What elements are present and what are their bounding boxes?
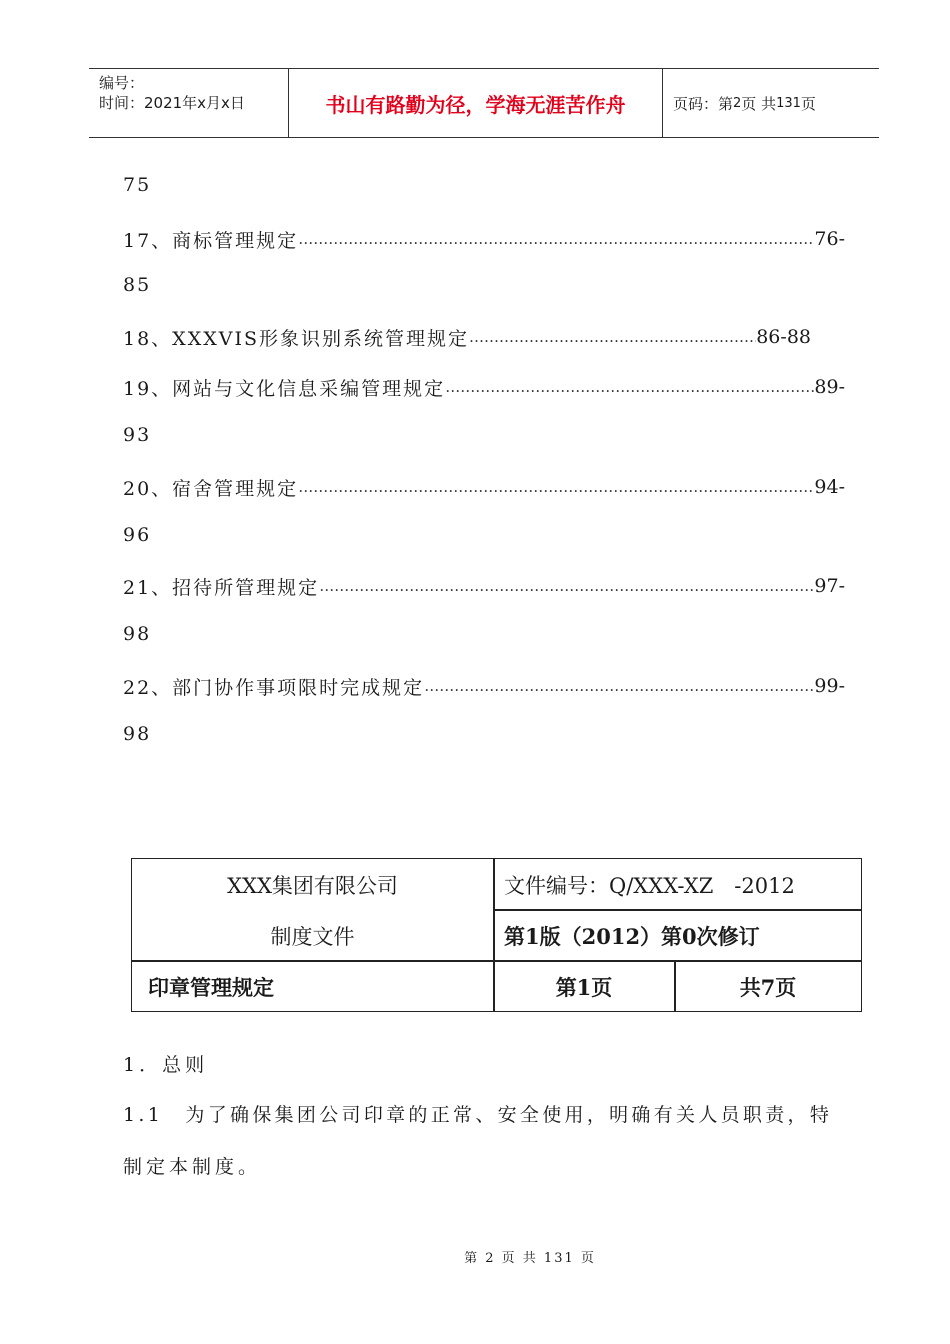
section-heading: 1．总则 xyxy=(123,1054,209,1076)
total-pages-cell: 共7页 xyxy=(739,974,797,1000)
toc-entry-pages: 97- xyxy=(814,575,845,597)
toc-leader xyxy=(445,378,814,396)
page-prefix: 页码：第 xyxy=(673,94,734,113)
toc-entry-pages: 76- xyxy=(814,228,845,250)
version-info: 第1版（2012）第0次修订 xyxy=(504,924,760,949)
toc-entry-pages: 89- xyxy=(814,376,845,398)
company-name: XXX集团有限公司 xyxy=(227,874,398,898)
page-number: 2 xyxy=(733,95,742,111)
page-cell: 第1页 xyxy=(555,974,613,1000)
toc-entry[interactable] xyxy=(123,322,811,352)
toc-entry-cont: 93 xyxy=(123,424,152,446)
toc-entry-title: 19、网站与文化信息采编管理规定 xyxy=(123,377,446,400)
toc-entry[interactable] xyxy=(123,472,845,502)
toc-entry[interactable] xyxy=(123,671,845,701)
toc-entry-title: 22、部门协作事项限时完成规定 xyxy=(123,676,425,699)
toc-entry-cont: 96 xyxy=(123,524,152,546)
toc-entry-title: 21、招待所管理规定 xyxy=(123,576,320,599)
toc-leader xyxy=(469,328,756,346)
toc-leader xyxy=(319,577,814,595)
page-header xyxy=(89,68,879,138)
page-total: 131 xyxy=(776,95,801,111)
toc-leader xyxy=(424,677,814,695)
serial-label: 编号： xyxy=(99,74,145,92)
regulation-title: 印章管理规定 xyxy=(148,974,274,1000)
time-label: 时间：2021年x月x日 xyxy=(99,94,245,112)
paragraph-line: 制定本制度。 xyxy=(123,1156,262,1178)
header-meta xyxy=(89,69,289,137)
toc-entry-pages: 86-88 xyxy=(756,326,811,348)
page-suffix: 页 xyxy=(800,94,816,113)
toc-leader xyxy=(298,478,814,496)
toc-entry-cont: 85 xyxy=(123,274,152,296)
toc-entry[interactable] xyxy=(123,224,845,254)
toc-entry-title: 20、宿舍管理规定 xyxy=(123,477,299,500)
toc-entry-pages: 94- xyxy=(814,476,845,498)
toc-entry[interactable] xyxy=(123,372,845,402)
toc-entry-cont: 98 xyxy=(123,623,152,645)
toc-entry[interactable] xyxy=(123,571,845,601)
page-footer: 第 2 页 共 131 页 xyxy=(464,1251,596,1266)
header-motto: 书山有路勤为径，学海无涯苦作舟 xyxy=(289,69,663,137)
document-info-table xyxy=(131,858,862,1012)
doc-type: 制度文件 xyxy=(270,925,355,949)
toc-entry-cont: 98 xyxy=(123,723,152,745)
header-page-info xyxy=(663,69,879,137)
file-number: 文件编号：Q/XXX-XZ -2012 xyxy=(504,874,795,898)
page-mid: 页 共 xyxy=(741,94,777,113)
toc-leader xyxy=(298,230,814,248)
toc-continuation: 75 xyxy=(123,174,152,196)
paragraph-line: 1.1 为了确保集团公司印章的正常、安全使用，明确有关人员职责，特 xyxy=(123,1104,833,1126)
toc-entry-pages: 99- xyxy=(814,675,845,697)
toc-entry-title: 18、XXXVIS形象识别系统管理规定 xyxy=(123,327,469,350)
toc-entry-title: 17、商标管理规定 xyxy=(123,229,299,252)
